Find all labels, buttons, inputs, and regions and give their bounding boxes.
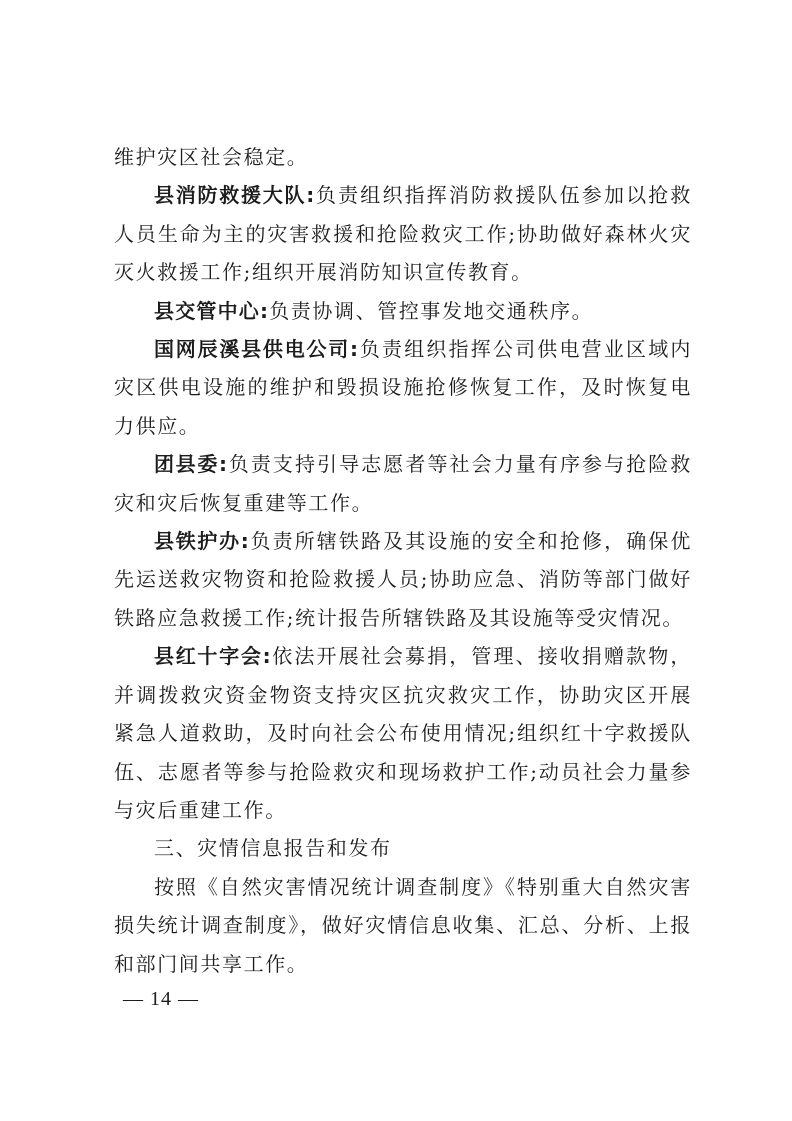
paragraph-lead: 国网辰溪县供电公司: bbox=[154, 337, 360, 362]
paragraph-text: 负责所辖铁路及其设施的安全和抢修，确保优先运送救灾物资和抢险救援人员;协助应急、消防等部门做好铁路应急救援工作;统计报告所辖铁路及其设施等受灾情况。 bbox=[114, 529, 692, 630]
paragraph-lead: 团县委: bbox=[154, 452, 229, 477]
paragraph-continuation bbox=[114, 138, 692, 176]
page-number: — 14 — bbox=[123, 988, 199, 1010]
paragraph-text: 依法开展社会募捐，管理、接收捐赠款物，并调拨救灾资金物资支持灾区抗灾救灾工作，协助灾区开展紧急人道救助，及时向社会公布使用情况;组织红十字救援队伍、志愿者等参与抢险救灾和现场救护工作;动员社会力量参与灾后重建工作。 bbox=[114, 644, 692, 822]
document-body bbox=[114, 138, 692, 983]
paragraph-text: 负责组织指挥消防救援队伍参加以抢救人员生命为主的灾害救援和抢险救灾工作;协助做好森林火灾灭火救援工作;组织开展消防知识宣传教育。 bbox=[114, 183, 692, 285]
paragraph-text: 负责组织指挥公司供电营业区域内灾区供电设施的维护和毁损设施抢修恢复工作，及时恢复电力供应。 bbox=[114, 337, 692, 438]
paragraph-lead: 县消防救援大队: bbox=[154, 183, 316, 208]
section-paragraph: 按照《自然灾害情况统计调查制度》《特别重大自然灾害损失统计调查制度》，做好灾情信息收集、汇总、分析、上报和部门间共享工作。 bbox=[114, 874, 692, 976]
paragraph-text: 负责支持引导志愿者等社会力量有序参与抢险救灾和灾后恢复重建等工作。 bbox=[114, 452, 692, 515]
paragraph-red-cross bbox=[114, 637, 692, 829]
paragraph-fire-rescue bbox=[114, 176, 692, 291]
paragraph-text: 负责协调、管控事发地交通秩序。 bbox=[269, 298, 594, 323]
paragraph-power-company bbox=[114, 330, 692, 445]
paragraph-traffic-center bbox=[114, 292, 692, 330]
paragraph-railway-office bbox=[114, 522, 692, 637]
paragraph-lead: 县交管中心: bbox=[154, 298, 270, 323]
paragraph-lead: 县铁护办: bbox=[154, 529, 250, 554]
paragraph-text: 维护灾区社会稳定。 bbox=[114, 145, 309, 169]
section-heading: 三、灾情信息报告和发布 bbox=[154, 836, 392, 861]
paragraph-lead: 县红十字会: bbox=[154, 644, 272, 669]
paragraph-youth-league bbox=[114, 445, 692, 522]
